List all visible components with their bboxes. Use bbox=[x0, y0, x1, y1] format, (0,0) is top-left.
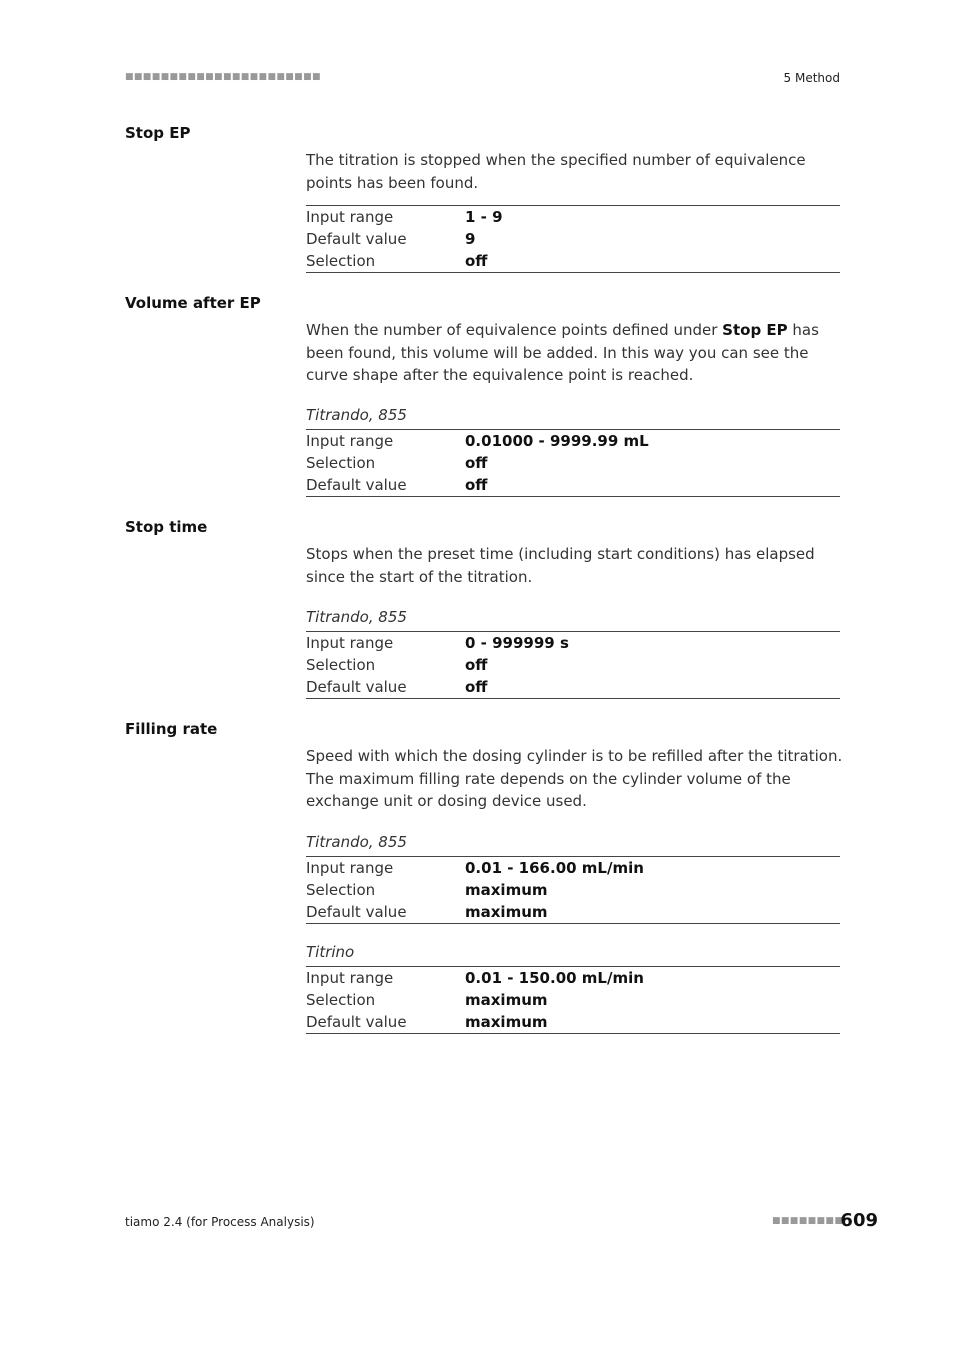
device-caption: Titrando, 855 bbox=[306, 833, 407, 851]
table-row bbox=[306, 654, 840, 676]
device-caption: Titrino bbox=[306, 943, 355, 961]
stop-ep-parameter-table bbox=[306, 205, 840, 273]
param-value: 9 bbox=[465, 230, 476, 248]
stop-ep-description: The titration is stopped when the specified number of equivalence points has been found. bbox=[306, 151, 806, 192]
table-row bbox=[306, 228, 840, 250]
param-value: off bbox=[465, 476, 488, 494]
table-row bbox=[306, 430, 840, 453]
section-title-stop-time: Stop time bbox=[125, 518, 208, 536]
table-row bbox=[306, 474, 840, 497]
param-key: Selection bbox=[306, 454, 376, 472]
table-row bbox=[306, 632, 840, 655]
chapter-title: 5 Method bbox=[783, 71, 840, 85]
param-key: Selection bbox=[306, 656, 376, 674]
footer-decoration: ■■■■■■■■ bbox=[772, 1216, 844, 1226]
param-key: Input range bbox=[306, 859, 394, 877]
table-row bbox=[306, 206, 840, 229]
table-row bbox=[306, 901, 840, 924]
param-value: off bbox=[465, 656, 488, 674]
table-row bbox=[306, 967, 840, 990]
stop-time-description: Stops when the preset time (including start conditions) has elapsed since the start of the titration. bbox=[306, 545, 815, 586]
param-key: Input range bbox=[306, 634, 394, 652]
table-row bbox=[306, 1011, 840, 1034]
param-key: Default value bbox=[306, 678, 407, 696]
param-value: 0.01 - 150.00 mL/min bbox=[465, 969, 644, 987]
table-row bbox=[306, 676, 840, 699]
device-caption: Titrando, 855 bbox=[306, 608, 407, 626]
param-value: 0.01 - 166.00 mL/min bbox=[465, 859, 644, 877]
filling-rate-description: Speed with which the dosing cylinder is to be refilled after the titration. The maximum filling rate depends on the cylinder volume of the exchange unit or dosing device used. bbox=[306, 747, 843, 810]
table-row bbox=[306, 857, 840, 880]
param-value: maximum bbox=[465, 903, 548, 921]
param-key: Selection bbox=[306, 991, 376, 1009]
param-key: Input range bbox=[306, 432, 394, 450]
param-key: Input range bbox=[306, 208, 394, 226]
param-key: Default value bbox=[306, 1013, 407, 1031]
section-title-volume-after-ep: Volume after EP bbox=[125, 294, 261, 312]
param-value: 0 - 999999 s bbox=[465, 634, 569, 652]
table-row bbox=[306, 250, 840, 273]
param-value: maximum bbox=[465, 1013, 548, 1031]
description-emphasis: Stop EP bbox=[722, 321, 788, 339]
param-key: Selection bbox=[306, 881, 376, 899]
footer-product-name: tiamo 2.4 (for Process Analysis) bbox=[125, 1215, 315, 1229]
param-value: maximum bbox=[465, 991, 548, 1009]
param-key: Selection bbox=[306, 252, 376, 270]
table-row bbox=[306, 879, 840, 901]
filling-rate-titrando-table bbox=[306, 856, 840, 924]
param-value: off bbox=[465, 678, 488, 696]
param-value: maximum bbox=[465, 881, 548, 899]
param-value: off bbox=[465, 454, 488, 472]
section-title-stop-ep: Stop EP bbox=[125, 124, 191, 142]
page-number: 609 bbox=[840, 1210, 878, 1231]
param-key: Input range bbox=[306, 969, 394, 987]
param-value: off bbox=[465, 252, 488, 270]
table-row bbox=[306, 452, 840, 474]
header-decoration: ■■■■■■■■■■■■■■■■■■■■■■ bbox=[125, 72, 321, 82]
volume-after-ep-description bbox=[306, 319, 846, 387]
param-key: Default value bbox=[306, 230, 407, 248]
table-row bbox=[306, 989, 840, 1011]
volume-after-ep-parameter-table bbox=[306, 429, 840, 497]
param-key: Default value bbox=[306, 903, 407, 921]
param-value: 1 - 9 bbox=[465, 208, 503, 226]
section-title-filling-rate: Filling rate bbox=[125, 720, 218, 738]
stop-time-parameter-table bbox=[306, 631, 840, 699]
device-caption: Titrando, 855 bbox=[306, 406, 407, 424]
description-text: When the number of equivalence points defined under bbox=[306, 321, 723, 339]
param-key: Default value bbox=[306, 476, 407, 494]
param-value: 0.01000 - 9999.99 mL bbox=[465, 432, 649, 450]
description-text: has been found, this volume will be added. In this way you can see the curve shape after the equivalence point is reached. bbox=[306, 321, 819, 384]
filling-rate-titrino-table bbox=[306, 966, 840, 1034]
